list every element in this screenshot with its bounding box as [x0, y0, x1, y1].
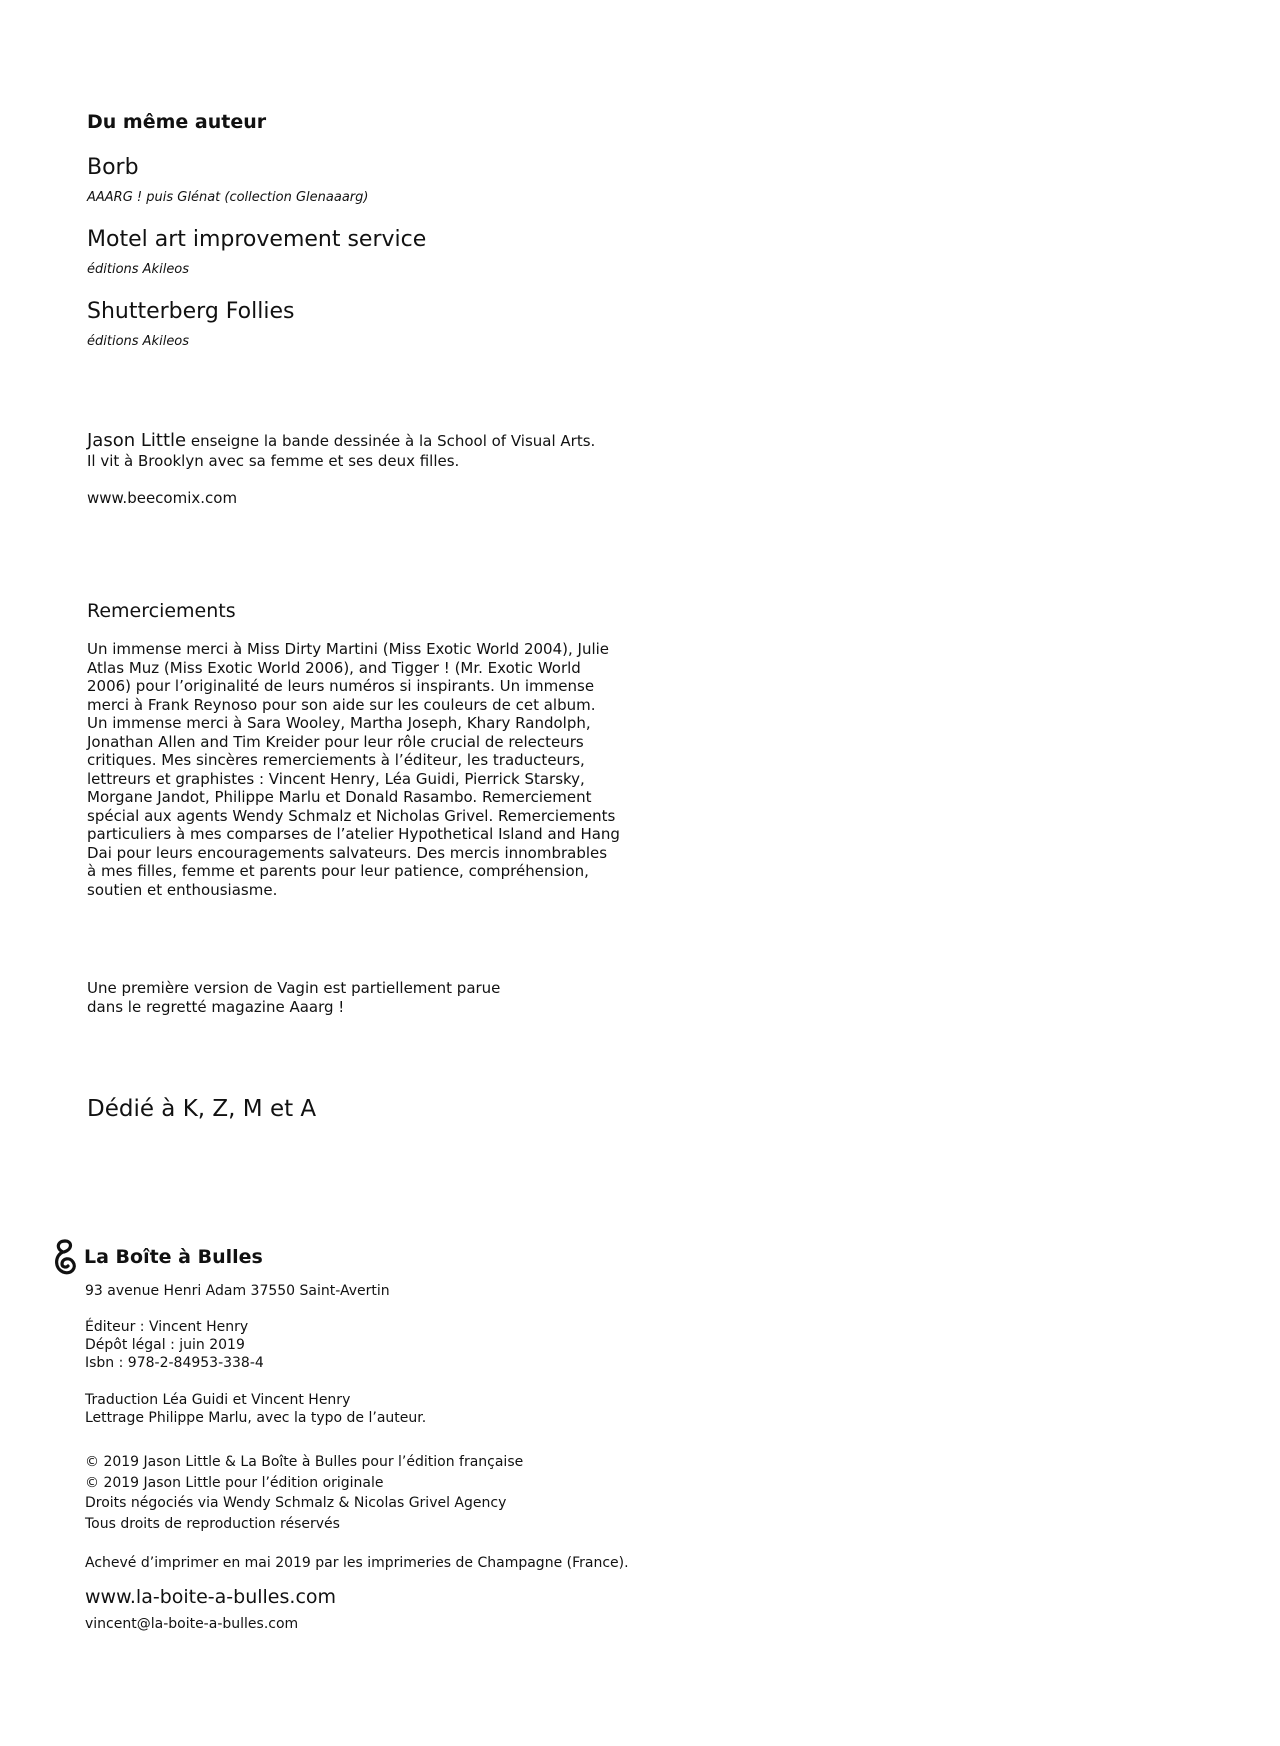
legal-block — [85, 1318, 264, 1372]
thanks-line: à mes filles, femme et parents pour leur patience, compréhension, — [87, 862, 589, 880]
rights-line: Droits négociés via Wendy Schmalz & Nicolas Grivel Agency — [85, 1495, 507, 1511]
lettering-line: Lettrage Philippe Marlu, avec la typo de l’auteur. — [85, 1410, 427, 1426]
thanks-line: Dai pour leurs encouragements salvateurs. Des mercis innombrables — [87, 843, 608, 862]
editor-line: Éditeur : Vincent Henry — [85, 1319, 249, 1335]
publisher-website-link[interactable]: www.la-boite-a-bulles.com — [85, 1586, 337, 1608]
rights-line: © 2019 Jason Little pour l’édition originale — [85, 1474, 384, 1491]
thanks-line: lettreurs et graphistes : Vincent Henry, Léa Guidi, Pierrick Starsky, — [87, 769, 585, 788]
book-publisher-shutterberg: éditions Akileos — [87, 334, 190, 349]
publisher-name: La Boîte à Bulles — [84, 1246, 263, 1268]
author-website-link[interactable]: www.beecomix.com — [87, 489, 238, 507]
thanks-line: Jonathan Allen and Tim Kreider pour leur rôle crucial de relecteurs — [87, 732, 584, 751]
rights-line: © 2019 Jason Little & La Boîte à Bulles pour l’édition française — [85, 1454, 524, 1470]
thanks-line: Un immense merci à Miss Dirty Martini (Miss Exotic World 2004), Julie — [87, 640, 610, 658]
author-bio-line1 — [87, 432, 595, 450]
publisher-logo-row — [52, 1238, 263, 1276]
book-title-shutterberg: Shutterberg Follies — [87, 299, 295, 324]
bibliography-heading: Du même auteur — [87, 111, 267, 133]
isbn-line: Isbn : 978-2-84953-338-4 — [85, 1355, 264, 1371]
thanks-line: merci à Frank Reynoso pour son aide sur les couleurs de cet album. — [87, 695, 596, 714]
author-bio-rest: enseigne la bande dessinée à la School of Visual Arts. — [186, 432, 596, 450]
rights-line: Tous droits de reproduction réservés — [85, 1515, 340, 1532]
thanks-line: Un immense merci à Sara Wooley, Martha Joseph, Khary Randolph, — [87, 714, 591, 732]
book-title-borb: Borb — [87, 155, 139, 180]
publisher-email-link[interactable]: vincent@la-boite-a-bulles.com — [85, 1616, 299, 1632]
author-name: Jason Little — [87, 430, 187, 451]
thanks-heading: Remerciements — [87, 600, 236, 622]
thanks-line: Atlas Muz (Miss Exotic World 2006), and Tigger ! (Mr. Exotic World — [87, 658, 581, 677]
legal-deposit-line: Dépôt légal : juin 2019 — [85, 1337, 245, 1353]
translation-line: Traduction Léa Guidi et Vincent Henry — [85, 1392, 351, 1408]
publisher-address: 93 avenue Henri Adam 37550 Saint-Avertin — [85, 1283, 390, 1299]
credits-block — [85, 1391, 426, 1427]
author-bio-line2: Il vit à Brooklyn avec sa femme et ses deux filles. — [87, 452, 460, 470]
book-title-motel: Motel art improvement service — [87, 227, 427, 252]
dedication: Dédié à K, Z, M et A — [87, 1096, 317, 1122]
thanks-line: spécial aux agents Wendy Schmalz et Nicholas Grivel. Remerciements — [87, 806, 616, 825]
thanks-paragraph — [87, 640, 627, 899]
book-publisher-motel: éditions Akileos — [87, 262, 190, 277]
swirl-logo-icon — [52, 1238, 78, 1276]
thanks-line: 2006) pour l’originalité de leurs numéros si inspirants. Un immense — [87, 677, 595, 695]
thanks-line: particuliers à mes comparses de l’atelier Hypothetical Island and Hang — [87, 825, 620, 843]
rights-block — [85, 1452, 523, 1534]
book-publisher-borb: AAARG ! puis Glénat (collection Glenaaarg) — [87, 190, 369, 205]
first-version-line2: dans le regretté magazine Aaarg ! — [87, 998, 345, 1016]
thanks-line: soutien et enthousiasme. — [87, 880, 278, 899]
first-version-line1: Une première version de Vagin est partiellement parue — [87, 979, 501, 997]
thanks-line: Morgane Jandot, Philippe Marlu et Donald Rasambo. Remerciement — [87, 788, 592, 806]
printing-line: Achevé d’imprimer en mai 2019 par les imprimeries de Champagne (France). — [85, 1555, 629, 1571]
thanks-line: critiques. Mes sincères remerciements à l’éditeur, les traducteurs, — [87, 751, 585, 769]
